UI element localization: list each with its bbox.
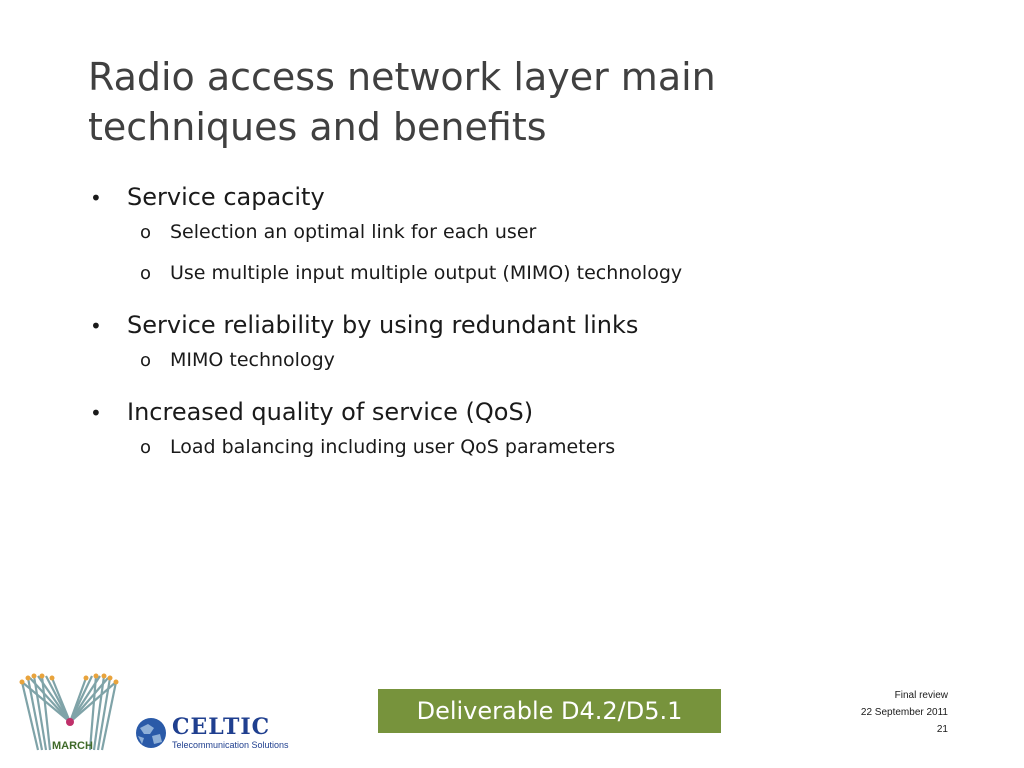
- sub-bullet-marker: o: [140, 350, 152, 371]
- march-logo-text: MARCH: [52, 740, 93, 752]
- globe-icon: [134, 716, 168, 750]
- sub-bullet-marker: o: [140, 222, 152, 243]
- bullet-item: [88, 183, 968, 221]
- bullet-marker: •: [90, 401, 102, 425]
- slide-title-line-1: Radio access network layer main: [88, 55, 716, 99]
- bullet-list: [88, 183, 968, 477]
- celtic-tagline: Telecommunication Solutions: [172, 740, 289, 750]
- slide-title-line-2: techniques and benefits: [88, 105, 547, 149]
- sub-bullet-text: Selection an optimal link for each user: [170, 221, 537, 243]
- bullet-text: Service reliability by using redundant links: [127, 311, 639, 339]
- sub-bullet-text: MIMO technology: [170, 349, 335, 371]
- sub-bullet-text: Use multiple input multiple output (MIMO) technology: [170, 262, 683, 284]
- page-number: 21: [936, 724, 948, 735]
- bullet-marker: •: [90, 314, 102, 338]
- deliverable-label: Deliverable D4.2/D5.1: [378, 689, 721, 733]
- sub-bullet-text: Load balancing including user QoS parameters: [170, 436, 616, 458]
- footer-info: [861, 687, 948, 738]
- sub-bullet-marker: o: [140, 437, 152, 458]
- sub-bullet-item: [88, 221, 968, 262]
- slide-title: [88, 52, 948, 152]
- celtic-logo: [134, 712, 294, 756]
- bullet-marker: •: [90, 186, 102, 210]
- bullet-text: Service capacity: [127, 183, 325, 211]
- bullet-item: [88, 311, 968, 349]
- bullet-item: [88, 398, 968, 436]
- sub-bullet-marker: o: [140, 263, 152, 284]
- sub-bullet-item: [88, 349, 968, 390]
- review-status: Final review: [894, 690, 948, 701]
- sub-bullet-item: [88, 262, 968, 303]
- march-logo: [16, 670, 126, 760]
- bullet-text: Increased quality of service (QoS): [127, 398, 534, 426]
- footer-date: 22 September 2011: [860, 707, 948, 718]
- sub-bullet-item: [88, 436, 968, 477]
- celtic-logo-text: CELTIC: [172, 714, 271, 740]
